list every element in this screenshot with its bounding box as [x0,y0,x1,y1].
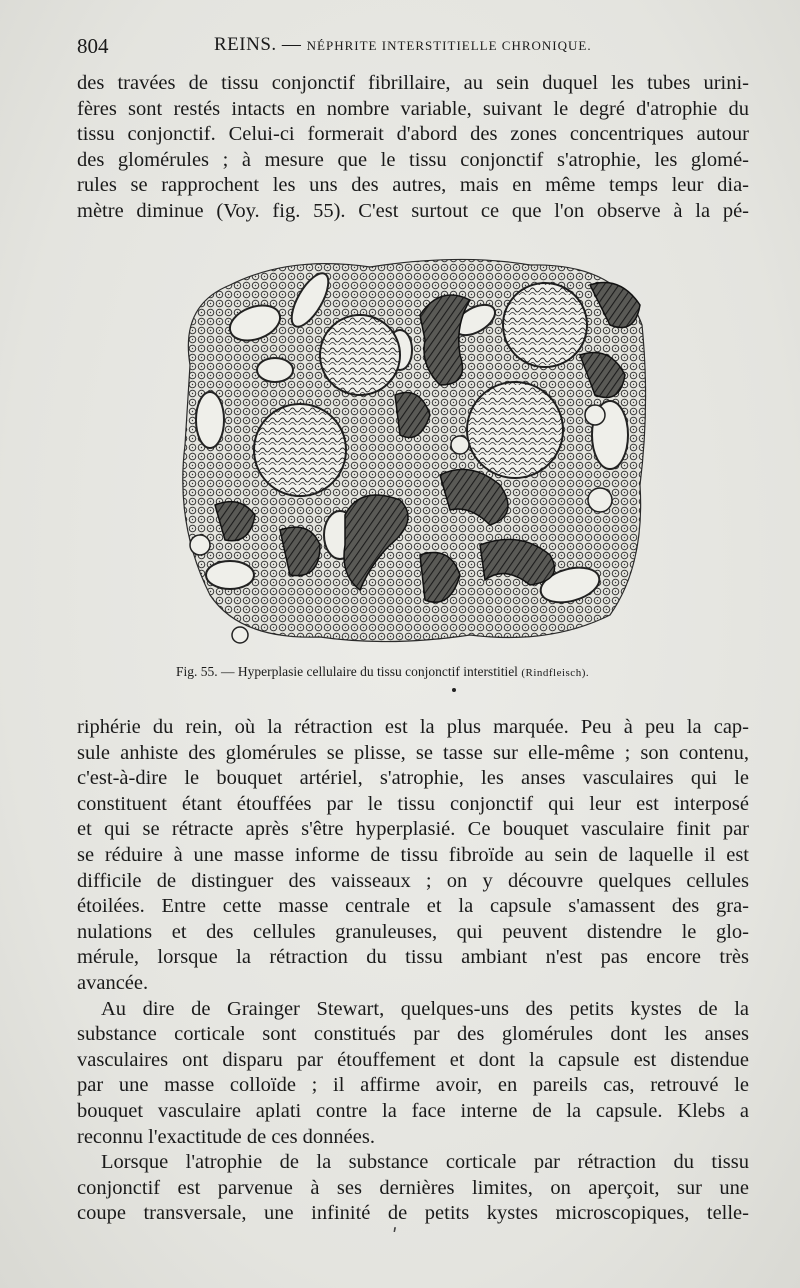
text-line: et qui se rétracte après s'être hyperplasié. Ce bouquet vasculaire finit par [77,818,749,841]
caption-prefix: Fig. 55. — [176,664,235,679]
running-title-subject: NÉPHRITE INTERSTITIELLE CHRONIQUE. [306,38,592,53]
paragraph-2 [77,715,749,1227]
text-line: Lorsque l'atrophie de la substance corticale par rétraction du tissu [101,1151,749,1174]
running-title [214,34,592,56]
text-line: se réduire à une masse informe de tissu fibroïde au sein de laquelle il est [77,843,749,866]
text-line: c'est-à-dire le bouquet artériel, s'atrophie, les anses vasculaires qui le [77,767,749,790]
caption-text: Hyperplasie cellulaire du tissu conjonctif interstitiel [237,664,518,679]
text-line: substance corticale sont constitués par des glomérules dont les anses [77,1023,749,1046]
stray-dot [452,688,456,692]
text-line: mérule, lorsque la rétraction du tissu ambiant n'est pas encore très [77,946,749,969]
caption-author: (Rindfleisch). [521,667,590,679]
running-header [77,34,747,64]
text-line: conjonctif est parvenue à ses dernières limites, on aperçoit, sur une [77,1176,749,1199]
paragraph-1 [77,71,749,225]
text-line: coupe transversale, une infinité de petits kystes microscopiques, telle- [77,1202,749,1225]
text-line: sule anhiste des glomérules se plisse, se tasse sur elle-même ; son contenu, [77,741,749,764]
text-line: étoilées. Entre cette masse centrale et la capsule s'amassent des gra- [77,895,749,918]
stray-mark: ʹ [392,1224,398,1248]
text-line: tissu conjonctif. Celui-ci formerait d'abord des zones concentriques autour [77,123,749,146]
text-line: mètre diminue (Voy. fig. 55). C'est surtout ce que l'on observe à la pé- [77,199,749,222]
text-line: vasculaires ont disparu par étouffement et dont la capsule est distendue [77,1048,749,1071]
text-line: nulations et des cellules granuleuses, qui peuvent distendre le glo- [77,920,749,943]
text-line: avancée. [77,971,149,994]
page-number: 804 [77,34,109,58]
text-line: reconnu l'exactitude de ces données. [77,1125,375,1148]
figure-caption [176,664,666,680]
running-title-dash: — [281,34,302,55]
text-line: Au dire de Grainger Stewart, quelques-uns des petits kystes de la [101,997,749,1020]
text-line: des glomérules ; à mesure que le tissu conjonctif s'atrophie, les glomé- [77,148,749,171]
text-line: riphérie du rein, où la rétraction est la plus marquée. Peu à peu la cap- [77,716,749,738]
text-line: constituent étant étouffées par le tissu conjonctif qui leur est interposé [77,792,749,815]
text-line: par une masse colloïde ; il affirme avoir, en pareils cas, retrouvé le [77,1074,749,1097]
text-line: difficile de distinguer des vaisseaux ; on y découvre quelques cellules [77,869,749,892]
running-title-main: REINS. [214,34,277,55]
text-line: bouquet vasculaire aplati contre la face interne de la capsule. Klebs a [77,1099,749,1122]
text-line: des travées de tissu conjonctif fibrillaire, au sein duquel les tubes urini- [77,72,749,94]
text-line: fères sont restés intacts en nombre variable, suivant le degré d'atrophie du [77,97,749,120]
figure-55-illustration [170,245,652,650]
text-line: rules se rapprochent les uns des autres, mais en même temps leur dia- [77,174,749,197]
